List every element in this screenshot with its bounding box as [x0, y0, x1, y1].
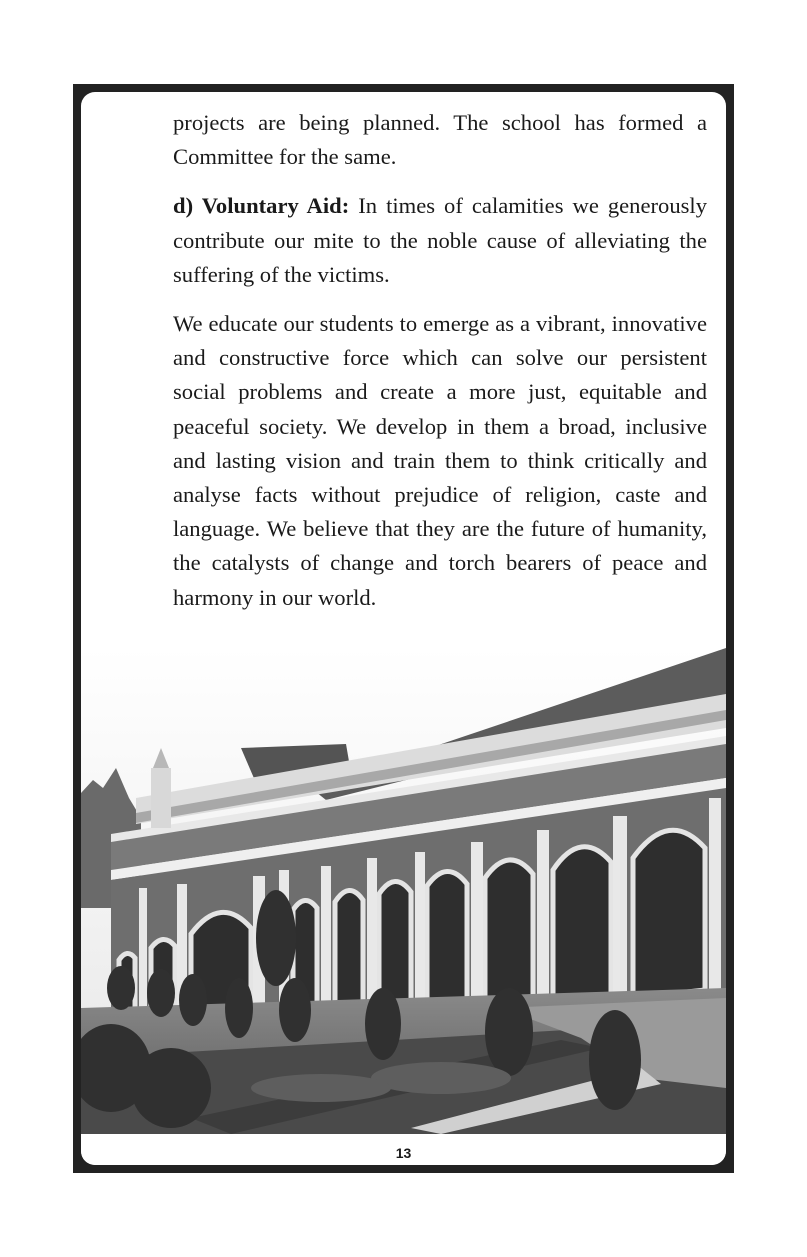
- paragraph-voluntary-aid: [173, 189, 707, 292]
- voluntary-aid-body: In times of calamities we generously contribute our mite to the noble cause of alleviating the suffering of the victims.: [173, 193, 707, 287]
- page-number: 13: [395, 1145, 412, 1161]
- school-building-photo: [81, 648, 726, 1134]
- body-text: [173, 106, 707, 630]
- page-sheet: [81, 92, 726, 1165]
- voluntary-aid-heading: d) Voluntary Aid:: [173, 193, 350, 219]
- paragraph-education-vision: We educate our students to emerge as a vibrant, innovative and constructive force which can solve our persistent social problems and create a more just, equitable and peaceful society. We develop in them a broad, inclusive and lasting vision and train them to think critically and analyse facts without prejudice of religion, caste and language. We believe that they are the future of humanity, the catalysts of change and torch bearers of peace and harmony in our world.: [173, 311, 707, 610]
- paragraph-committee: projects are being planned. The school has formed a Committee for the same.: [173, 110, 707, 170]
